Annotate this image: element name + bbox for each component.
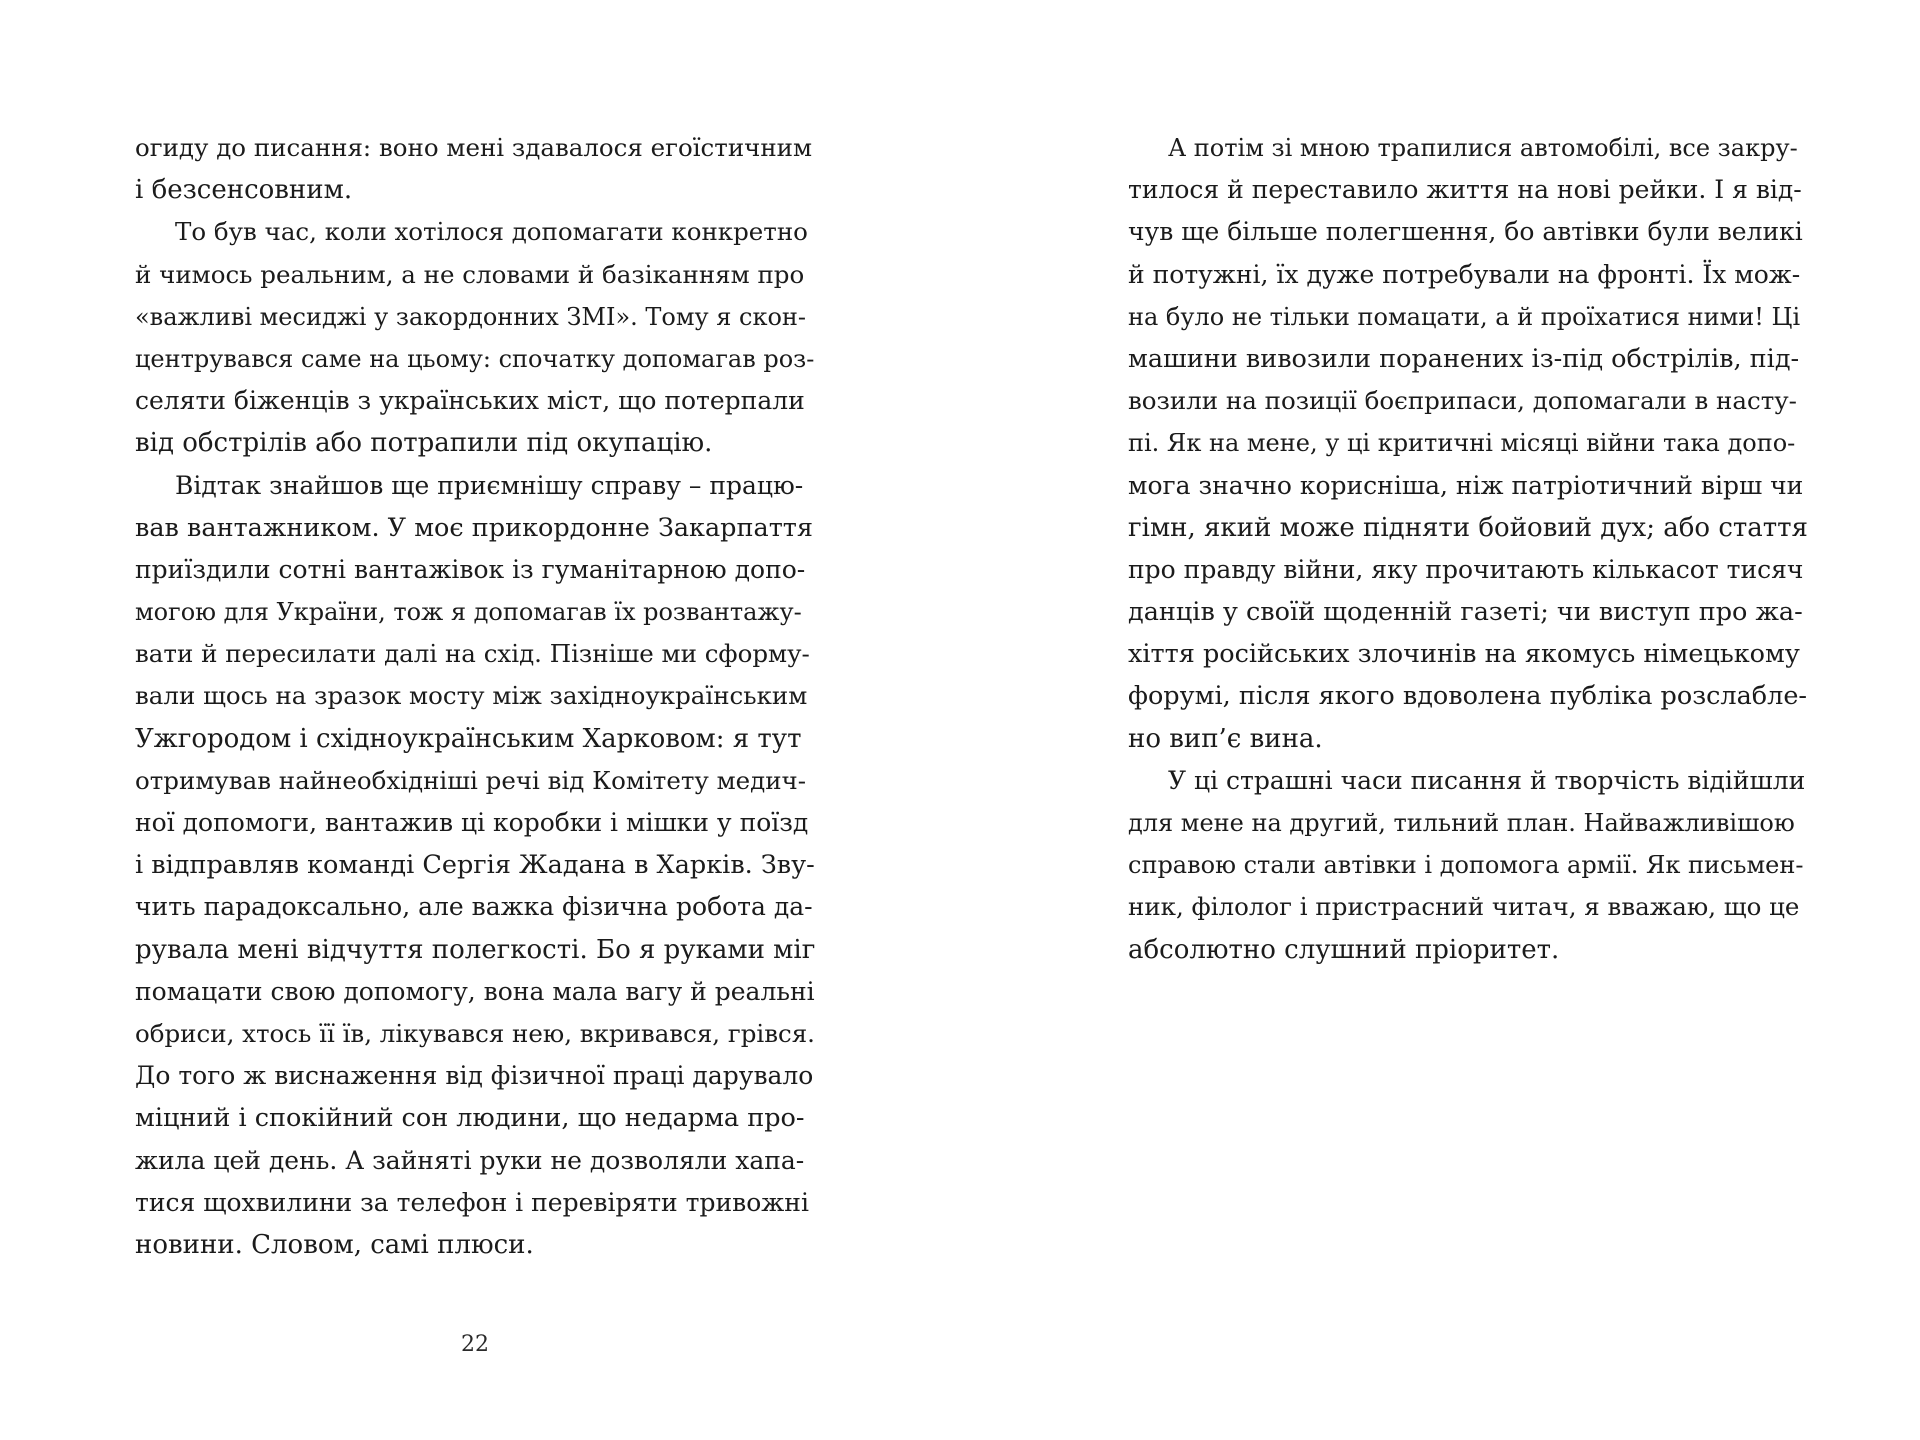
text-line: селяти біженців з українських міст, що потерпали bbox=[135, 386, 805, 416]
text-line: Ужгородом і східноукраїнським Харковом: я тут bbox=[135, 723, 802, 754]
text-line: абсолютно слушний пріоритет. bbox=[1128, 934, 1560, 965]
text-line: про правду війни, яку прочитають кількасот тисяч bbox=[1128, 554, 1804, 584]
text-line: А потім зі мною трапилися автомобілі, все закру- bbox=[1168, 134, 1798, 162]
text-line: ник, філолог і пристрасний читач, я вважаю, що це bbox=[1128, 892, 1800, 922]
text-line: на було не тільки помацати, а й проїхатися ними! Ці bbox=[1128, 302, 1801, 331]
text-line: вали щось на зразок мосту між західноукраїнським bbox=[135, 681, 808, 711]
page-number: 22 bbox=[461, 1332, 489, 1357]
text-line: хіття російських злочинів на якомусь німецькому bbox=[1128, 639, 1800, 670]
text-line: для мене на другий, тильний план. Найважливішою bbox=[1128, 809, 1795, 837]
text-line: возили на позиції боєприпаси, допомагали в насту- bbox=[1128, 386, 1797, 416]
text-line: обриси, хтось її їв, лікувався нею, вкривався, грівся. bbox=[135, 1018, 815, 1048]
right-page bbox=[1128, 127, 1808, 971]
text-line: тилося й переставило життя на нові рейки. І я від- bbox=[1128, 175, 1802, 205]
text-line: «важливі месиджі у закордонних ЗМІ». Тому я скон- bbox=[135, 302, 807, 331]
text-line: вати й пересилати далі на схід. Пізніше ми сформу- bbox=[135, 639, 810, 669]
text-line: огиду до писання: воно мені здавалося егоїстичним bbox=[135, 133, 813, 162]
text-line: пі. Як на мене, у ці критичні місяці війни така допо- bbox=[1128, 429, 1796, 458]
text-line: й чимось реальним, а не словами й базіканням про bbox=[135, 259, 805, 289]
text-line: чув ще більше полегшення, бо автівки були великі bbox=[1128, 217, 1803, 247]
text-line: міцний і спокійний сон людини, що недарма про- bbox=[135, 1103, 805, 1134]
text-line: жила цей день. А зайняті руки не дозволяли хапа- bbox=[135, 1145, 805, 1175]
text-line: данців у своїй щоденній газеті; чи виступ про жа- bbox=[1128, 597, 1803, 628]
text-line: машини вивозили поранених із-під обстрілів, під- bbox=[1128, 343, 1800, 374]
text-line: справою стали автівки і допомога армії. Як письмен- bbox=[1128, 851, 1804, 880]
text-line: мога значно корисніша, ніж патріотичний вірш чи bbox=[1128, 470, 1804, 500]
text-line: Відтак знайшов ще приємнішу справу – працю- bbox=[175, 470, 804, 500]
text-line: форумі, після якого вдоволена публіка розслабле- bbox=[1128, 681, 1808, 712]
text-line: гімн, який може підняти бойовий дух; або стаття bbox=[1128, 512, 1808, 543]
left-page bbox=[135, 127, 815, 1266]
text-line: То був час, коли хотілося допомагати конкретно bbox=[175, 217, 808, 247]
text-line: помацати свою допомогу, вона мала вагу й реальні bbox=[135, 976, 815, 1006]
text-line: могою для України, тож я допомагав їх розвантажу- bbox=[135, 598, 802, 627]
text-line: тися щохвилини за телефон і перевіряти тривожні bbox=[135, 1187, 809, 1217]
text-line: й потужні, їх дуже потребували на фронті. Їх мож- bbox=[1128, 259, 1801, 289]
text-line: У ці страшні часи писання й творчість відійшли bbox=[1168, 765, 1806, 795]
text-line: чить парадоксально, але важка фізична робота да- bbox=[135, 892, 813, 922]
text-line: рувала мені відчуття полегкості. Бо я руками міг bbox=[135, 934, 815, 965]
text-line: До того ж виснаження від фізичної праці дарувало bbox=[135, 1061, 814, 1091]
text-line: новини. Словом, самі плюси. bbox=[135, 1229, 534, 1260]
text-line: приїздили сотні вантажівок із гуманітарною допо- bbox=[135, 554, 806, 584]
text-line: від обстрілів або потрапили під окупацію. bbox=[135, 428, 713, 459]
text-line: і відправляв команді Сергія Жадана в Харків. Зву- bbox=[135, 850, 815, 881]
text-line: ної допомоги, вантажив ці коробки і мішки у поїзд bbox=[135, 808, 809, 837]
text-line: і безсенсовним. bbox=[135, 175, 353, 206]
text-line: отримував найнеобхідніші речі від Комітету медич- bbox=[135, 765, 807, 795]
text-line: центрувався саме на цьому: спочатку допомагав роз- bbox=[135, 344, 815, 373]
text-line: но вип’є вина. bbox=[1128, 723, 1323, 754]
text-line: вав вантажником. У моє прикордонне Закарпаття bbox=[135, 512, 814, 543]
